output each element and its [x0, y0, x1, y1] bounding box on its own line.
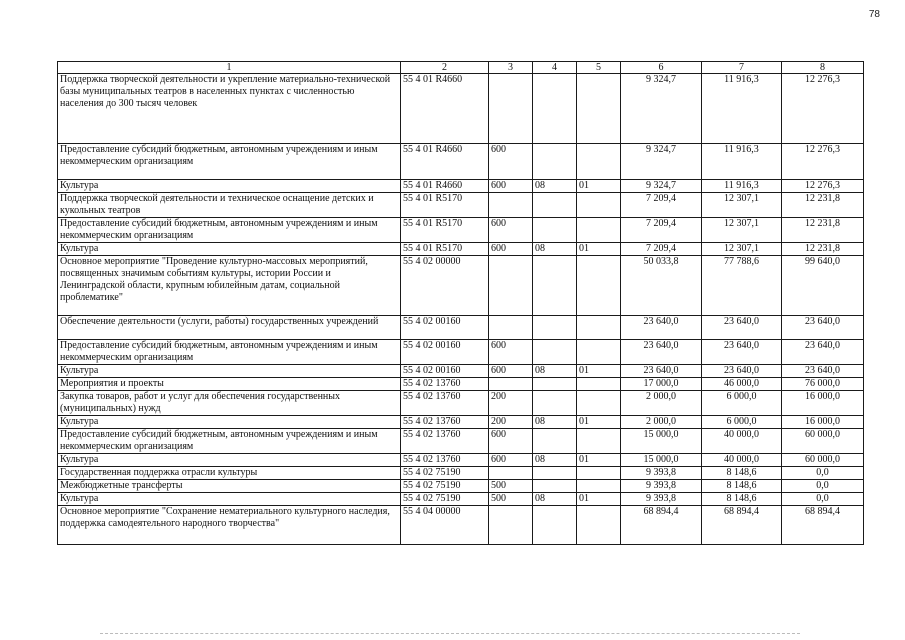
row-value-col7-cell: 40 000,0: [702, 429, 782, 454]
row-expense-type-cell: [489, 378, 533, 391]
row-value-col6-cell: 7 209,4: [621, 193, 702, 218]
row-value-col7-cell: 12 307,1: [702, 243, 782, 256]
row-expense-type-cell: [489, 256, 533, 316]
row-value-col7-cell: 23 640,0: [702, 365, 782, 378]
row-name-cell: Предоставление субсидий бюджетным, автономным учреждениям и иным некоммерческим организациям: [58, 429, 401, 454]
row-value-col6-cell: 9 324,7: [621, 144, 702, 180]
column-header: 8: [782, 62, 864, 74]
row-section-cell: 08: [533, 454, 577, 467]
row-name-cell: Мероприятия и проекты: [58, 378, 401, 391]
row-value-col7-cell: 11 916,3: [702, 180, 782, 193]
row-expense-type-cell: [489, 467, 533, 480]
row-expense-type-cell: 200: [489, 391, 533, 416]
row-subsection-cell: [577, 391, 621, 416]
row-subsection-cell: 01: [577, 365, 621, 378]
row-subsection-cell: [577, 316, 621, 340]
row-section-cell: [533, 256, 577, 316]
row-name-cell: Предоставление субсидий бюджетным, автономным учреждениям и иным некоммерческим организациям: [58, 144, 401, 180]
row-section-cell: [533, 391, 577, 416]
table-row: [58, 454, 864, 467]
row-value-col7-cell: 11 916,3: [702, 144, 782, 180]
table-row: [58, 180, 864, 193]
row-section-cell: [533, 218, 577, 243]
row-expense-type-cell: 600: [489, 144, 533, 180]
row-code-cell: 55 4 02 00000: [401, 256, 489, 316]
row-subsection-cell: [577, 218, 621, 243]
row-code-cell: 55 4 01 R5170: [401, 193, 489, 218]
row-code-cell: 55 4 01 R4660: [401, 144, 489, 180]
row-subsection-cell: [577, 480, 621, 493]
row-subsection-cell: 01: [577, 454, 621, 467]
row-value-col7-cell: 8 148,6: [702, 493, 782, 506]
row-code-cell: 55 4 02 75190: [401, 467, 489, 480]
row-name-cell: Культура: [58, 243, 401, 256]
row-value-col6-cell: 23 640,0: [621, 340, 702, 365]
row-value-col7-cell: 23 640,0: [702, 316, 782, 340]
row-subsection-cell: 01: [577, 416, 621, 429]
row-value-col6-cell: 7 209,4: [621, 218, 702, 243]
column-header: 4: [533, 62, 577, 74]
row-code-cell: 55 4 01 R4660: [401, 180, 489, 193]
row-value-col8-cell: 99 640,0: [782, 256, 864, 316]
row-code-cell: 55 4 02 75190: [401, 480, 489, 493]
row-subsection-cell: [577, 340, 621, 365]
row-subsection-cell: [577, 144, 621, 180]
row-value-col6-cell: 9 393,8: [621, 467, 702, 480]
row-expense-type-cell: 600: [489, 454, 533, 467]
table-row: [58, 193, 864, 218]
row-subsection-cell: [577, 467, 621, 480]
row-value-col8-cell: 23 640,0: [782, 316, 864, 340]
row-value-col6-cell: 9 324,7: [621, 180, 702, 193]
row-code-cell: 55 4 01 R5170: [401, 243, 489, 256]
row-value-col6-cell: 17 000,0: [621, 378, 702, 391]
row-subsection-cell: [577, 74, 621, 144]
row-value-col8-cell: 0,0: [782, 467, 864, 480]
row-value-col8-cell: 12 276,3: [782, 144, 864, 180]
table-row: [58, 467, 864, 480]
table-row: [58, 365, 864, 378]
row-code-cell: 55 4 01 R5170: [401, 218, 489, 243]
row-value-col6-cell: 9 393,8: [621, 480, 702, 493]
table-row: [58, 493, 864, 506]
row-value-col7-cell: 11 916,3: [702, 74, 782, 144]
row-value-col6-cell: 15 000,0: [621, 429, 702, 454]
row-name-cell: Основное мероприятие "Проведение культурно-массовых мероприятий, посвященных значимым событиям культуры, истории России и Ленинградской области, крупным юбилейным датам, социальной проблематике": [58, 256, 401, 316]
row-section-cell: [533, 506, 577, 545]
row-code-cell: 55 4 02 75190: [401, 493, 489, 506]
scan-edge-divider: [100, 633, 800, 634]
row-expense-type-cell: 200: [489, 416, 533, 429]
table-row: [58, 316, 864, 340]
row-value-col6-cell: 7 209,4: [621, 243, 702, 256]
row-expense-type-cell: [489, 506, 533, 545]
row-expense-type-cell: 600: [489, 340, 533, 365]
row-value-col8-cell: 16 000,0: [782, 391, 864, 416]
table-row: [58, 391, 864, 416]
row-name-cell: Предоставление субсидий бюджетным, автономным учреждениям и иным некоммерческим организациям: [58, 340, 401, 365]
row-value-col6-cell: 9 324,7: [621, 74, 702, 144]
row-value-col8-cell: 60 000,0: [782, 454, 864, 467]
row-expense-type-cell: [489, 316, 533, 340]
row-value-col6-cell: 23 640,0: [621, 316, 702, 340]
row-value-col6-cell: 9 393,8: [621, 493, 702, 506]
row-code-cell: 55 4 04 00000: [401, 506, 489, 545]
table-body: [58, 74, 864, 545]
row-section-cell: [533, 429, 577, 454]
table-row: [58, 429, 864, 454]
row-value-col6-cell: 50 033,8: [621, 256, 702, 316]
row-expense-type-cell: [489, 193, 533, 218]
row-section-cell: [533, 193, 577, 218]
row-value-col8-cell: 68 894,4: [782, 506, 864, 545]
row-value-col8-cell: 76 000,0: [782, 378, 864, 391]
row-value-col7-cell: 12 307,1: [702, 193, 782, 218]
row-value-col7-cell: 8 148,6: [702, 480, 782, 493]
row-code-cell: 55 4 02 13760: [401, 416, 489, 429]
row-code-cell: 55 4 02 13760: [401, 454, 489, 467]
column-header: 2: [401, 62, 489, 74]
row-value-col6-cell: 2 000,0: [621, 391, 702, 416]
row-value-col8-cell: 0,0: [782, 480, 864, 493]
row-value-col7-cell: 68 894,4: [702, 506, 782, 545]
row-value-col7-cell: 46 000,0: [702, 378, 782, 391]
row-value-col8-cell: 23 640,0: [782, 365, 864, 378]
row-value-col6-cell: 68 894,4: [621, 506, 702, 545]
row-name-cell: Поддержка творческой деятельности и техническое оснащение детских и кукольных театров: [58, 193, 401, 218]
row-value-col8-cell: 12 231,8: [782, 218, 864, 243]
row-expense-type-cell: 600: [489, 218, 533, 243]
row-expense-type-cell: 600: [489, 243, 533, 256]
row-section-cell: [533, 480, 577, 493]
header-row: [58, 62, 864, 74]
row-name-cell: Закупка товаров, работ и услуг для обеспечения государственных (муниципальных) нужд: [58, 391, 401, 416]
row-value-col8-cell: 12 276,3: [782, 180, 864, 193]
row-expense-type-cell: 600: [489, 429, 533, 454]
row-expense-type-cell: 500: [489, 480, 533, 493]
row-expense-type-cell: [489, 74, 533, 144]
column-header: 5: [577, 62, 621, 74]
table-row: [58, 480, 864, 493]
row-value-col7-cell: 8 148,6: [702, 467, 782, 480]
row-expense-type-cell: 600: [489, 365, 533, 378]
row-value-col8-cell: 16 000,0: [782, 416, 864, 429]
row-value-col7-cell: 12 307,1: [702, 218, 782, 243]
row-value-col8-cell: 23 640,0: [782, 340, 864, 365]
row-code-cell: 55 4 02 13760: [401, 378, 489, 391]
row-expense-type-cell: 600: [489, 180, 533, 193]
row-name-cell: Государственная поддержка отрасли культуры: [58, 467, 401, 480]
column-header: 1: [58, 62, 401, 74]
row-value-col7-cell: 6 000,0: [702, 416, 782, 429]
row-section-cell: 08: [533, 493, 577, 506]
row-section-cell: [533, 316, 577, 340]
row-section-cell: [533, 144, 577, 180]
row-subsection-cell: 01: [577, 180, 621, 193]
row-value-col8-cell: 12 231,8: [782, 193, 864, 218]
row-code-cell: 55 4 02 00160: [401, 316, 489, 340]
row-code-cell: 55 4 02 13760: [401, 391, 489, 416]
row-value-col7-cell: 77 788,6: [702, 256, 782, 316]
row-name-cell: Культура: [58, 493, 401, 506]
row-section-cell: [533, 340, 577, 365]
column-header: 6: [621, 62, 702, 74]
table-row: [58, 506, 864, 545]
row-name-cell: Межбюджетные трансферты: [58, 480, 401, 493]
row-subsection-cell: 01: [577, 493, 621, 506]
row-value-col7-cell: 6 000,0: [702, 391, 782, 416]
table-row: [58, 144, 864, 180]
row-code-cell: 55 4 02 13760: [401, 429, 489, 454]
row-subsection-cell: [577, 256, 621, 316]
budget-table: [57, 61, 864, 545]
row-value-col7-cell: 23 640,0: [702, 340, 782, 365]
row-expense-type-cell: 500: [489, 493, 533, 506]
row-name-cell: Основное мероприятие "Сохранение нематериального культурного наследия, поддержка самодеятельного народного творчества": [58, 506, 401, 545]
row-section-cell: 08: [533, 243, 577, 256]
row-subsection-cell: 01: [577, 243, 621, 256]
row-section-cell: 08: [533, 416, 577, 429]
row-section-cell: 08: [533, 180, 577, 193]
row-name-cell: Культура: [58, 180, 401, 193]
row-subsection-cell: [577, 378, 621, 391]
table-row: [58, 256, 864, 316]
row-subsection-cell: [577, 193, 621, 218]
row-value-col6-cell: 15 000,0: [621, 454, 702, 467]
row-value-col8-cell: 0,0: [782, 493, 864, 506]
table-row: [58, 74, 864, 144]
row-name-cell: Культура: [58, 416, 401, 429]
row-value-col8-cell: 12 231,8: [782, 243, 864, 256]
row-name-cell: Предоставление субсидий бюджетным, автономным учреждениям и иным некоммерческим организациям: [58, 218, 401, 243]
row-name-cell: Культура: [58, 365, 401, 378]
table-row: [58, 416, 864, 429]
row-name-cell: Культура: [58, 454, 401, 467]
table-row: [58, 378, 864, 391]
row-section-cell: [533, 467, 577, 480]
table-row: [58, 218, 864, 243]
row-value-col6-cell: 2 000,0: [621, 416, 702, 429]
page-number: 78: [868, 9, 880, 20]
row-value-col8-cell: 60 000,0: [782, 429, 864, 454]
row-value-col6-cell: 23 640,0: [621, 365, 702, 378]
column-header: 3: [489, 62, 533, 74]
row-value-col7-cell: 40 000,0: [702, 454, 782, 467]
row-name-cell: Поддержка творческой деятельности и укрепление материально-технической базы муниципальных театров в населенных пунктах с численностью населения до 300 тысяч человек: [58, 74, 401, 144]
row-section-cell: [533, 378, 577, 391]
row-code-cell: 55 4 02 00160: [401, 365, 489, 378]
row-code-cell: 55 4 01 R4660: [401, 74, 489, 144]
table-row: [58, 243, 864, 256]
column-header: 7: [702, 62, 782, 74]
row-subsection-cell: [577, 429, 621, 454]
row-name-cell: Обеспечение деятельности (услуги, работы) государственных учреждений: [58, 316, 401, 340]
row-section-cell: [533, 74, 577, 144]
row-code-cell: 55 4 02 00160: [401, 340, 489, 365]
table-row: [58, 340, 864, 365]
row-value-col8-cell: 12 276,3: [782, 74, 864, 144]
row-subsection-cell: [577, 506, 621, 545]
row-section-cell: 08: [533, 365, 577, 378]
